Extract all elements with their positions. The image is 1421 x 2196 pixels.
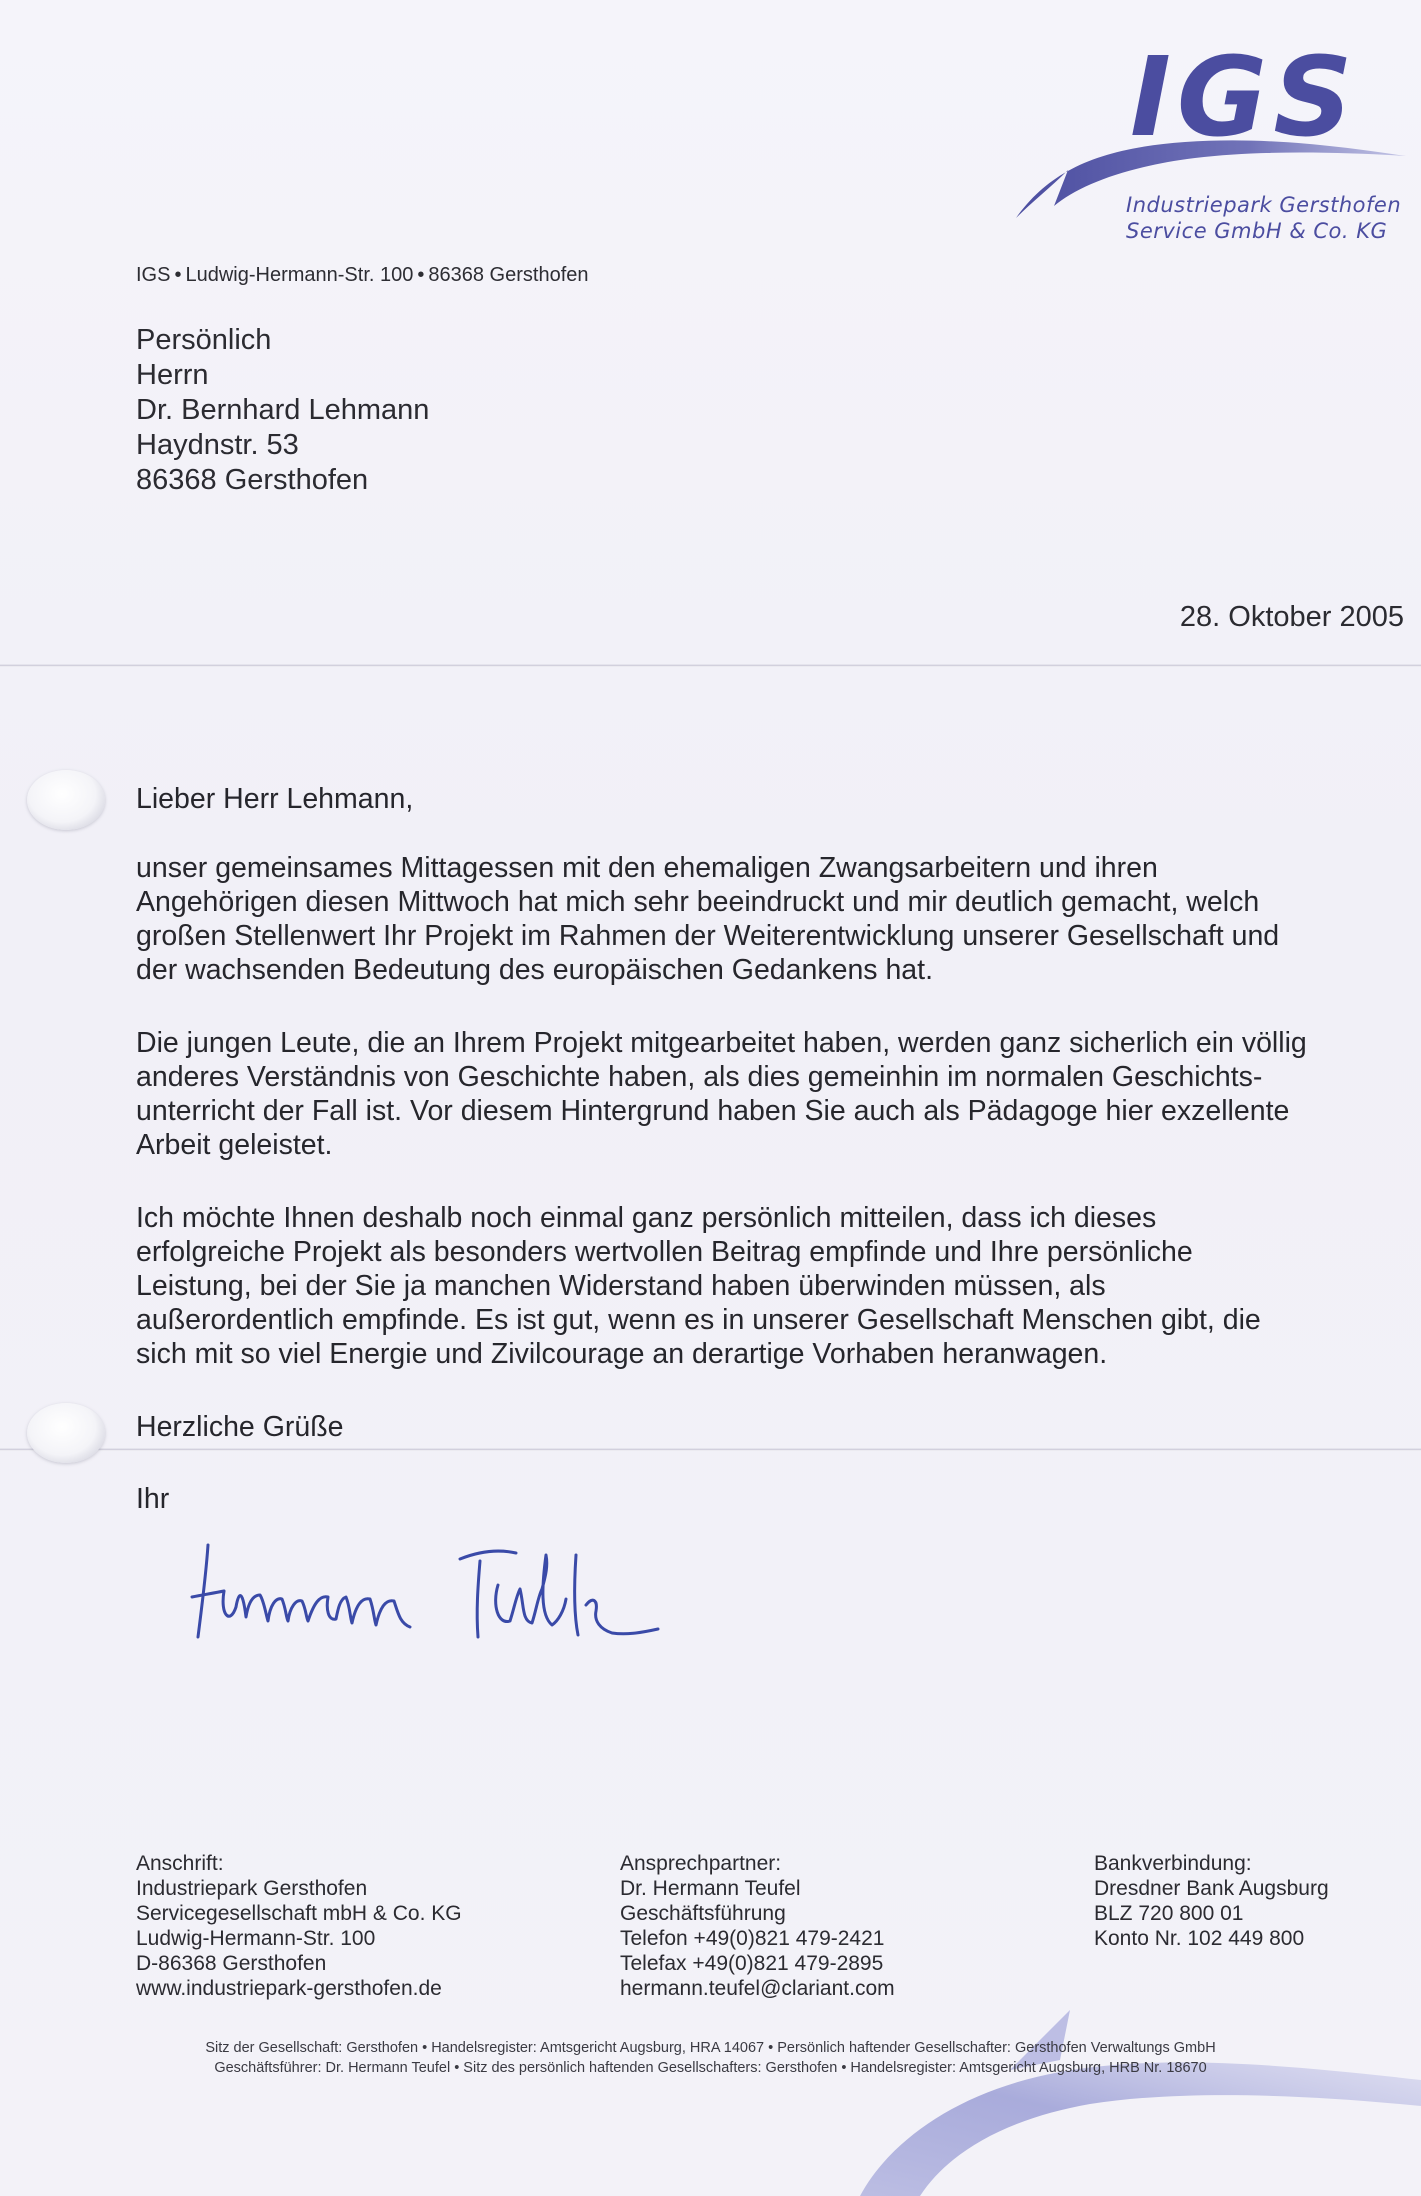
paragraph-3 xyxy=(136,1201,1406,1371)
recipient-line-personal: Persönlich xyxy=(136,324,272,356)
paragraph-line: anderes Verständnis von Geschichte haben, als dies gemeinhin im normalen Geschichts- xyxy=(136,1061,1263,1093)
closing-ihr-text: Ihr xyxy=(136,1483,170,1515)
footer-bank-name: Dresdner Bank Augsburg xyxy=(1094,1877,1329,1900)
recipient-street: Haydnstr. 53 xyxy=(136,429,299,461)
footer-bank xyxy=(1094,1851,1329,1951)
paragraph-line: unser gemeinsames Mittagessen mit den ehemaligen Zwangsarbeitern und ihren xyxy=(136,852,1158,884)
salutation xyxy=(136,782,1406,816)
footer-address-line: D-86368 Gersthofen xyxy=(136,1952,327,1975)
legal-line-1: Sitz der Gesellschaft: Gersthofen • Handelsregister: Amtsgericht Augsburg, HRA 14067 • Persönlich haftender Gesellschafter: Gersthofen Verwaltungs GmbH xyxy=(205,2040,1216,2056)
footer-bank-label: Bankverbindung: xyxy=(1094,1852,1252,1875)
paragraph-line: erfolgreiche Projekt als besonders wertvollen Beitrag empfinde und Ihre persönliche xyxy=(136,1236,1193,1268)
closing-text: Herzliche Grüße xyxy=(136,1411,344,1443)
letter-date: 28. Oktober 2005 xyxy=(1179,601,1404,633)
paragraph-line: Die jungen Leute, die an Ihrem Projekt mitgearbeitet haben, werden ganz sicherlich ein völlig xyxy=(136,1027,1307,1059)
igs-logo xyxy=(1010,20,1410,220)
paragraph-line: der wachsenden Bedeutung des europäischen Gedankens hat. xyxy=(136,954,933,986)
swoosh-icon xyxy=(860,2010,1421,2196)
fold-line-upper xyxy=(0,664,1421,667)
footer-contact-fax: Telefax +49(0)821 479-2895 xyxy=(620,1952,884,1975)
recipient-name: Dr. Bernhard Lehmann xyxy=(136,394,430,426)
paragraph-line: unterricht der Fall ist. Vor diesem Hintergrund haben Sie auch als Pädagoge hier exzellente xyxy=(136,1095,1290,1127)
paragraph-line: außerordentlich empfinde. Es ist gut, wenn es in unserer Gesellschaft Menschen gibt, die xyxy=(136,1304,1261,1336)
handwritten-signature xyxy=(180,1525,780,1655)
paragraph-line: großen Stellenwert Ihr Projekt im Rahmen der Weiterentwicklung unserer Gesellschaft und xyxy=(136,920,1280,952)
footer-bank-account: Konto Nr. 102 449 800 xyxy=(1094,1927,1305,1950)
paragraph-line: sich mit so viel Energie und Zivilcourage an derartige Vorhaben heranwagen. xyxy=(136,1338,1108,1370)
separator-dot: • xyxy=(417,264,425,286)
paragraph-1 xyxy=(136,851,1406,987)
sender-city: 86368 Gersthofen xyxy=(428,264,589,286)
footer-contact-role: Geschäftsführung xyxy=(620,1902,786,1925)
closing-ihr xyxy=(136,1482,1406,1516)
recipient-line-salutation: Herrn xyxy=(136,359,209,391)
salutation-text: Lieber Herr Lehmann, xyxy=(136,783,414,815)
closing xyxy=(136,1410,1406,1444)
footer-address-line: Servicegesellschaft mbH & Co. KG xyxy=(136,1902,462,1925)
paragraph-line: Leistung, bei der Sie ja manchen Widerstand haben überwinden müssen, als xyxy=(136,1270,1106,1302)
recipient-city: 86368 Gersthofen xyxy=(136,464,369,496)
sender-line xyxy=(136,264,589,287)
footer-website-link[interactable]: www.industriepark-gersthofen.de xyxy=(136,1977,442,2000)
paragraph-line: Ich möchte Ihnen deshalb noch einmal ganz persönlich mitteilen, dass ich dieses xyxy=(136,1202,1157,1234)
footer-address-label: Anschrift: xyxy=(136,1852,224,1875)
footer-address-line: Ludwig-Hermann-Str. 100 xyxy=(136,1927,376,1950)
paragraph-line: Angehörigen diesen Mittwoch hat mich sehr beeindruckt und mir deutlich gemacht, welch xyxy=(136,886,1260,918)
footer-contact xyxy=(620,1851,895,2001)
fold-line-lower xyxy=(0,1448,1421,1451)
footer-contact-email-link[interactable]: hermann.teufel@clariant.com xyxy=(620,1977,895,2000)
footer-contact-label: Ansprechpartner: xyxy=(620,1852,782,1875)
sender-street: Ludwig-Hermann-Str. 100 xyxy=(185,264,414,286)
company-name-line1: Industriepark Gersthofen xyxy=(1126,193,1402,217)
punch-hole-upper xyxy=(27,770,105,830)
footer-bank-blz: BLZ 720 800 01 xyxy=(1094,1902,1244,1925)
footer-contact-phone: Telefon +49(0)821 479-2421 xyxy=(620,1927,885,1950)
sender-company: IGS xyxy=(136,264,171,286)
separator-dot: • xyxy=(174,264,182,286)
paragraph-line: Arbeit geleistet. xyxy=(136,1129,333,1161)
logo-text: IGS xyxy=(1130,33,1359,161)
punch-hole-lower xyxy=(27,1403,105,1463)
company-name-line2: Service GmbH & Co. KG xyxy=(1126,219,1388,243)
legal-line-2: Geschäftsführer: Dr. Hermann Teufel • Sitz des persönlich haftenden Gesellschafters: Gersthofen • Handelsregister: Amtsgericht Augsburg, HRB Nr. 18670 xyxy=(214,2060,1207,2076)
footer-contact-name: Dr. Hermann Teufel xyxy=(620,1877,801,1900)
paragraph-2 xyxy=(136,1026,1406,1162)
footer-address xyxy=(136,1851,462,2001)
footer-address-line: Industriepark Gersthofen xyxy=(136,1877,368,1900)
